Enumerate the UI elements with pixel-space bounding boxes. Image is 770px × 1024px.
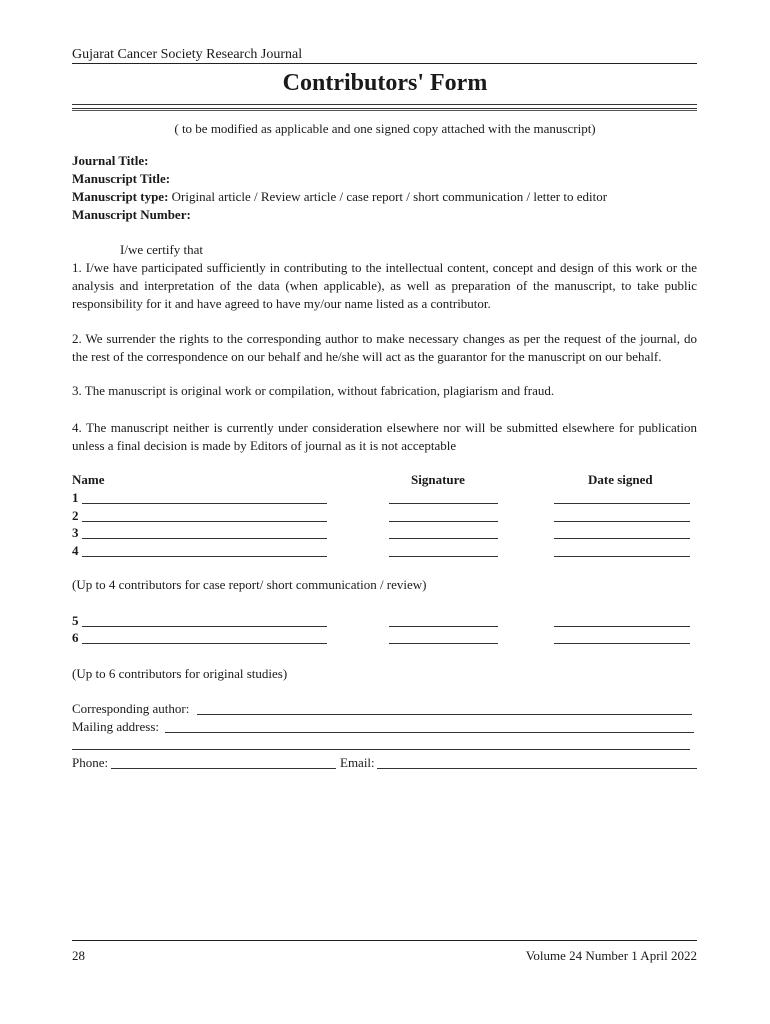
signature-field-1[interactable] bbox=[389, 503, 498, 504]
signature-field-3[interactable] bbox=[389, 538, 498, 539]
certify-point-2: 2. We surrender the rights to the corresponding author to make necessary changes as per the request of the journal, do the rest of the correspondence on our behalf and he/she will act as the guarantor for the manuscript on our behalf. bbox=[72, 331, 697, 364]
row-number-3: 3 bbox=[72, 525, 79, 540]
title-double-rule bbox=[72, 104, 697, 109]
name-field-3[interactable] bbox=[82, 538, 327, 539]
certify-intro: I/we certify that bbox=[120, 242, 204, 257]
manuscript-type-options: Original article / Review article / case report / short communication / letter to editor bbox=[168, 189, 608, 204]
corresponding-author-label: Corresponding author: bbox=[72, 701, 190, 716]
row-number-5: 5 bbox=[72, 613, 79, 628]
row-number-6: 6 bbox=[72, 630, 79, 645]
corresponding-author-field[interactable] bbox=[197, 714, 692, 715]
phone-label: Phone: bbox=[72, 755, 109, 770]
name-field-5[interactable] bbox=[82, 626, 327, 627]
journal-name: Gujarat Cancer Society Research Journal bbox=[72, 47, 303, 62]
name-field-2[interactable] bbox=[82, 521, 327, 522]
mailing-address-field[interactable] bbox=[165, 732, 694, 733]
date-field-5[interactable] bbox=[554, 626, 690, 627]
mailing-address-label: Mailing address: bbox=[72, 719, 160, 734]
name-field-4[interactable] bbox=[82, 556, 327, 557]
date-field-4[interactable] bbox=[554, 556, 690, 557]
header-rule bbox=[72, 63, 697, 64]
issue-info: Volume 24 Number 1 April 2022 bbox=[525, 948, 697, 963]
row-number-2: 2 bbox=[72, 508, 79, 523]
phone-field[interactable] bbox=[111, 768, 336, 769]
journal-title-label: Journal Title: bbox=[72, 153, 149, 168]
date-field-1[interactable] bbox=[554, 503, 690, 504]
title-rule-lower bbox=[72, 110, 697, 111]
column-name-header: Name bbox=[72, 472, 105, 487]
email-field[interactable] bbox=[377, 768, 697, 769]
row-number-4: 4 bbox=[72, 543, 79, 558]
manuscript-type-label: Manuscript type: bbox=[72, 189, 169, 204]
manuscript-number-label: Manuscript Number: bbox=[72, 207, 191, 222]
certify-point-1: 1. I/we have participated sufficiently in contributing to the intellectual content, concept and design of this work or the analysis and interpretation of the data (when applicable), as well as preparation of the manuscript, to take public responsibility for it and have agreed to have my/our name listed as a contributor. bbox=[72, 260, 697, 311]
date-field-2[interactable] bbox=[554, 521, 690, 522]
manuscript-type-line bbox=[72, 189, 607, 205]
column-date-header: Date signed bbox=[588, 472, 653, 487]
date-field-6[interactable] bbox=[554, 643, 690, 644]
signature-field-6[interactable] bbox=[389, 643, 498, 644]
note-original-studies: (Up to 6 contributors for original studies) bbox=[72, 666, 288, 681]
footer-rule bbox=[72, 940, 697, 941]
column-signature-header: Signature bbox=[411, 472, 465, 487]
row-number-1: 1 bbox=[72, 490, 79, 505]
certify-point-3: 3. The manuscript is original work or compilation, without fabrication, plagiarism and fraud. bbox=[72, 383, 555, 398]
email-label: Email: bbox=[340, 755, 375, 770]
certify-point-4: 4. The manuscript neither is currently under consideration elsewhere nor will be submitted elsewhere for publication unless a final decision is made by Editors of journal as it is not acceptable bbox=[72, 420, 697, 453]
name-field-6[interactable] bbox=[82, 643, 327, 644]
mailing-address-field-line2[interactable] bbox=[72, 749, 690, 750]
signature-field-4[interactable] bbox=[389, 556, 498, 557]
date-field-3[interactable] bbox=[554, 538, 690, 539]
page-number: 28 bbox=[72, 948, 85, 963]
signature-field-5[interactable] bbox=[389, 626, 498, 627]
signature-field-2[interactable] bbox=[389, 521, 498, 522]
manuscript-title-label: Manuscript Title: bbox=[72, 171, 171, 186]
note-case-report: (Up to 4 contributors for case report/ short communication / review) bbox=[72, 577, 427, 592]
form-title: Contributors' Form bbox=[282, 70, 488, 96]
name-field-1[interactable] bbox=[82, 503, 327, 504]
form-subtitle: ( to be modified as applicable and one signed copy attached with the manuscript) bbox=[174, 121, 596, 136]
